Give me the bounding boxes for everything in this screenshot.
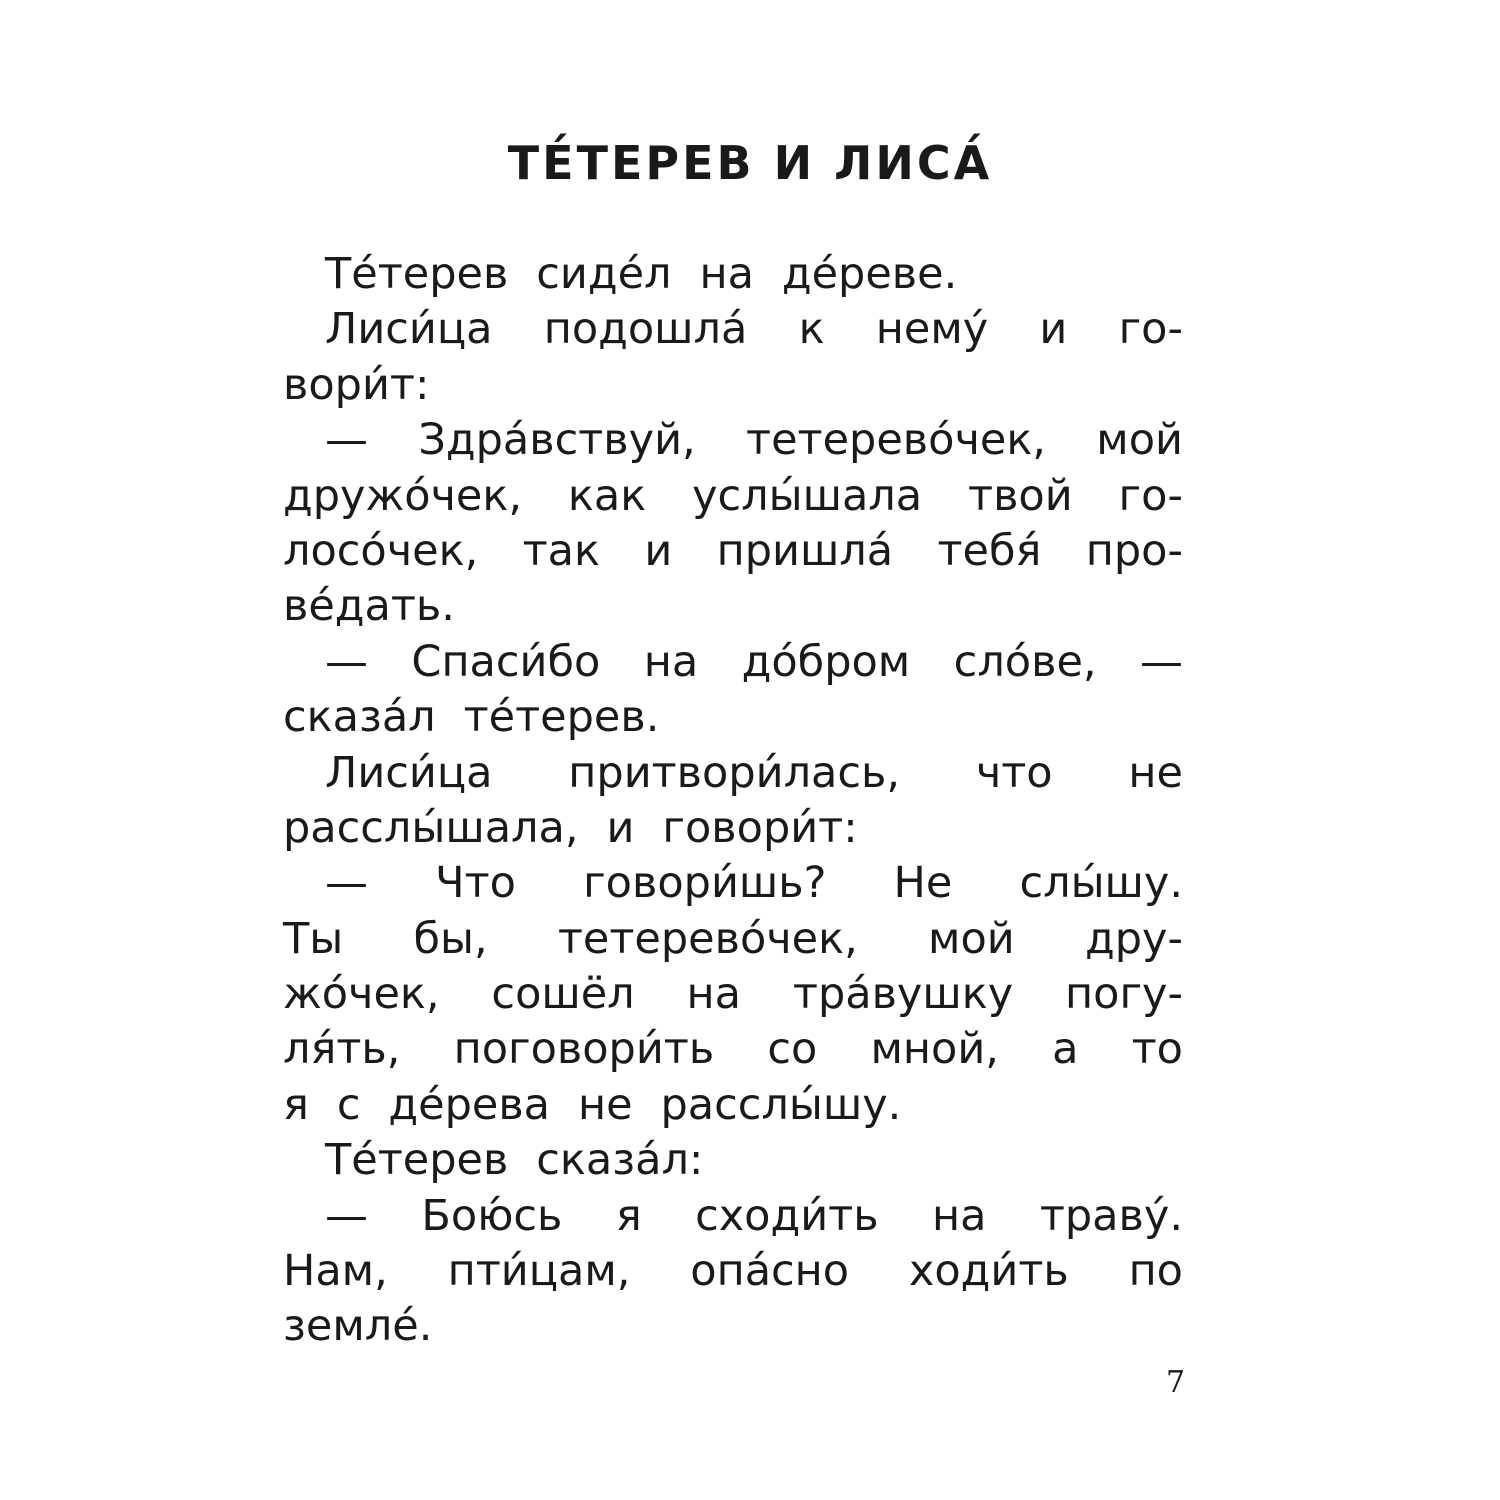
word: Те́терев	[325, 249, 509, 299]
word: на	[699, 249, 754, 299]
word: про-	[1085, 525, 1183, 576]
text-line	[283, 1189, 1183, 1244]
text-line	[283, 1244, 1183, 1299]
word: сказа́л	[283, 692, 436, 743]
word: Лиси́ца	[325, 304, 493, 355]
word: к	[798, 304, 825, 355]
word: сиде́л	[536, 249, 672, 299]
word: погу-	[1065, 969, 1183, 1020]
word: расслы́шала,	[283, 802, 579, 853]
text-line	[283, 469, 1183, 524]
word: жо́чек,	[283, 969, 440, 1020]
text-line	[283, 247, 1183, 302]
word: и	[1039, 304, 1068, 355]
word: говори́шь?	[583, 858, 827, 909]
text-line	[283, 1022, 1183, 1077]
word: го-	[1118, 470, 1183, 521]
word: на	[643, 636, 699, 687]
word: я	[615, 1190, 642, 1241]
word: тра́вушку	[792, 969, 1014, 1020]
text-line	[283, 635, 1183, 690]
word: Нам,	[283, 1246, 388, 1297]
story-text	[283, 247, 1183, 1355]
word: притвори́лась,	[568, 747, 901, 798]
word: а	[1052, 1024, 1079, 1075]
word: так	[522, 525, 600, 576]
word: с	[336, 1079, 361, 1130]
word: —	[325, 415, 368, 466]
word: сказа́л:	[536, 1135, 704, 1186]
word: го-	[1118, 304, 1183, 355]
word: мой	[928, 913, 1015, 964]
word: Что	[435, 858, 516, 909]
word: что	[975, 747, 1053, 798]
word: Не	[893, 858, 953, 909]
word: тетерево́чек,	[746, 415, 1046, 466]
text-line	[283, 1133, 1183, 1188]
word: расслы́шу.	[660, 1079, 902, 1130]
word: и	[606, 802, 635, 853]
word: —	[325, 1190, 368, 1241]
text-line	[283, 1299, 1183, 1354]
word: со	[767, 1024, 818, 1075]
word: ве́дать.	[283, 581, 455, 632]
word: говори́т:	[662, 802, 858, 853]
word: не	[577, 1079, 633, 1130]
word: на	[686, 969, 742, 1020]
word: нему́	[875, 304, 989, 355]
word: мой	[1096, 415, 1183, 466]
text-line	[283, 579, 1183, 634]
word: Лиси́ца	[325, 747, 493, 798]
word: подошла́	[543, 304, 748, 355]
word: как	[567, 470, 647, 521]
word: земле́.	[283, 1301, 433, 1352]
word: я	[283, 1079, 309, 1130]
word: тебя́	[937, 525, 1042, 576]
word: слы́шу.	[1019, 858, 1183, 909]
word: бы,	[413, 913, 488, 964]
word: пришла́	[716, 525, 894, 576]
word: Спаси́бо	[411, 636, 601, 687]
text-line	[283, 746, 1183, 801]
text-line	[283, 967, 1183, 1022]
word: Бою́сь	[421, 1190, 563, 1241]
word: —	[1140, 636, 1183, 687]
word: ходи́ть	[908, 1246, 1069, 1297]
text-line	[283, 912, 1183, 967]
text-line	[283, 524, 1183, 579]
text-line	[283, 801, 1183, 856]
word: вори́т:	[283, 359, 430, 410]
word: тетерево́чек,	[557, 913, 858, 964]
word: дру-	[1084, 913, 1183, 964]
word: Здра́вствуй,	[418, 415, 696, 466]
word: и	[644, 525, 673, 576]
word: Те́терев	[325, 1135, 509, 1186]
word: то	[1131, 1024, 1183, 1075]
text-line	[283, 358, 1183, 413]
word: пти́цам,	[447, 1246, 631, 1297]
text-line	[283, 413, 1183, 468]
word: траву́.	[1039, 1190, 1183, 1241]
word: сошёл	[491, 969, 635, 1020]
word: те́терев.	[463, 692, 660, 743]
word: не	[1128, 747, 1183, 798]
word: до́бром	[741, 636, 911, 687]
text-line	[283, 690, 1183, 745]
word: дружо́чек,	[283, 470, 523, 521]
text-line	[283, 856, 1183, 911]
word: опа́сно	[690, 1246, 850, 1297]
text-line	[283, 1078, 1183, 1133]
word: —	[325, 858, 368, 909]
word: сло́ве,	[953, 636, 1097, 687]
word: сходи́ть	[695, 1190, 879, 1241]
word: мной,	[870, 1024, 999, 1075]
word: на	[931, 1190, 987, 1241]
word: поговори́ть	[453, 1024, 715, 1075]
page-number: 7	[1166, 1365, 1186, 1400]
word: Ты	[283, 913, 344, 964]
word: ля́ть,	[283, 1024, 401, 1075]
story-title: ТЕ́ТЕРЕВ И ЛИСА́	[507, 136, 993, 190]
word: твой	[968, 470, 1073, 521]
text-line	[283, 302, 1183, 357]
word: лосо́чек,	[283, 525, 479, 576]
word: услы́шала	[692, 470, 923, 521]
word: —	[325, 636, 368, 687]
word: де́реве.	[781, 249, 958, 299]
word: де́рева	[388, 1079, 551, 1130]
word: по	[1128, 1246, 1183, 1297]
